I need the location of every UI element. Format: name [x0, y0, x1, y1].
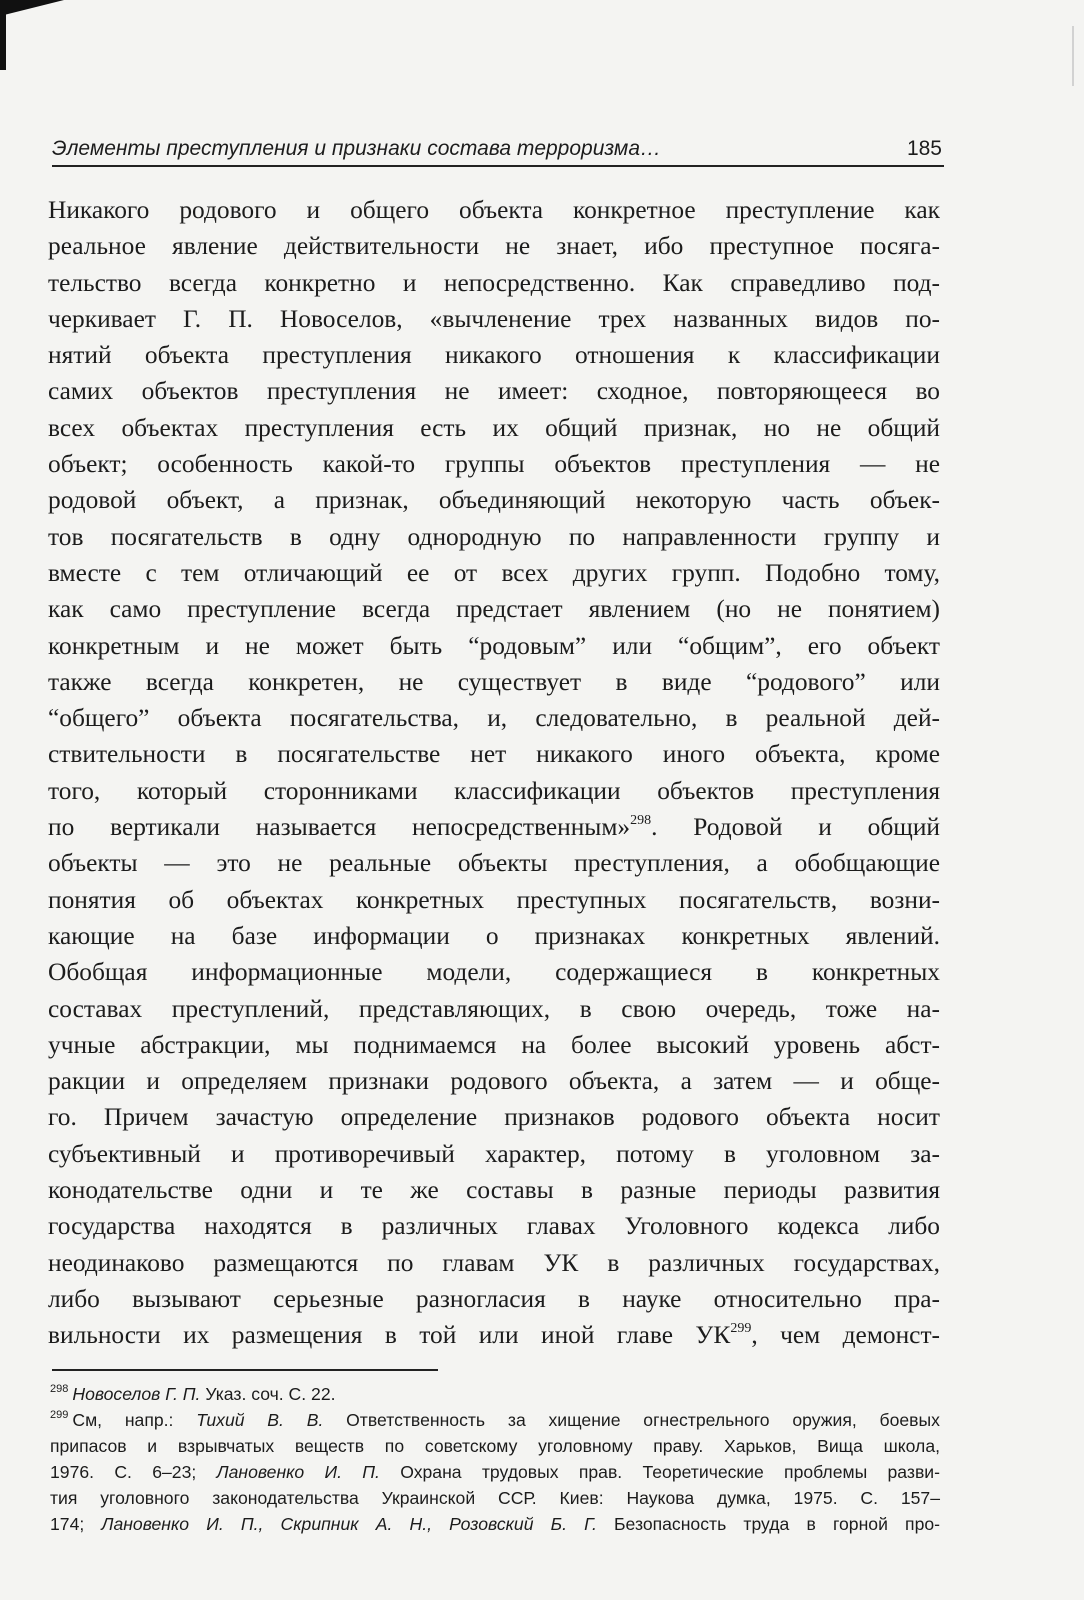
footnote-text: 1976. С. 6–23; — [50, 1462, 217, 1482]
footnote-298 — [50, 1381, 940, 1407]
text-line: объекты — это не реальные объекты преступления, а обобщающие — [48, 849, 940, 878]
footnote-text: См, напр.: — [72, 1410, 197, 1430]
text-line: объект; особенность какой-то группы объектов преступления — не — [48, 450, 940, 479]
footnote-author: Новоселов Г. П. — [72, 1384, 201, 1404]
text-line-with-footnote — [48, 1317, 940, 1353]
text-line: как само преступление всегда предстает явлением (но не понятием) — [48, 595, 940, 624]
text-line: самих объектов преступления не имеет: сходное, повторяющееся во — [48, 377, 940, 406]
footnote-ref-298: 298 — [630, 813, 652, 829]
scan-corner-mark — [0, 0, 64, 16]
footnote-author: Лановенко И. П. — [216, 1462, 380, 1482]
footnote-line — [50, 1459, 940, 1485]
text-segment: . Родовой и общий — [651, 813, 940, 842]
text-line: нятий объекта преступления никакого отношения к классификации — [48, 341, 940, 370]
text-line: го. Причем зачастую определение признаков родового объекта носит — [48, 1103, 940, 1132]
footnote-author: Тихий В. В. — [196, 1410, 324, 1430]
header-rule — [52, 165, 944, 167]
footnote-text: Безопасность труда в горной про- — [596, 1514, 941, 1534]
text-line: Никакого родового и общего объекта конкретное преступление как — [48, 196, 940, 224]
text-line: кающие на базе информации о признаках конкретных явлений. — [48, 921, 940, 950]
text-line: “общего” объекта посягательства, и, следовательно, в реальной дей- — [48, 704, 940, 733]
running-header — [52, 137, 942, 165]
text-line: ствительности в посягательстве нет никакого иного объекта, кроме — [48, 740, 940, 769]
text-segment: вильности их размещения в той или иной главе УК — [48, 1321, 731, 1350]
running-header-title: Элементы преступления и признаки состава терроризма… — [52, 137, 661, 160]
text-segment: , чем демонст- — [751, 1321, 940, 1350]
footnote-number: 299 — [50, 1409, 69, 1421]
text-segment: по вертикали называется непосредственным» — [48, 813, 631, 842]
footnote-text: 174; — [50, 1514, 102, 1534]
footnote-rule — [52, 1369, 438, 1371]
text-line: черкивает Г. П. Новоселов, «вычленение трех названных видов по- — [48, 304, 940, 333]
scan-corner-mark-vertical — [0, 8, 6, 70]
text-line: всех объектах преступления есть их общий признак, но не общий — [48, 413, 940, 442]
text-line: конодательстве одни и те же составы в разные периоды развития — [48, 1176, 940, 1205]
text-line: государства находятся в различных главах Уголовного кодекса либо — [48, 1212, 940, 1241]
text-line: субъективный и противоречивый характер, потому в уголовном за- — [48, 1139, 940, 1168]
text-line: также всегда конкретен, не существует в виде “родового” или — [48, 667, 940, 696]
footnote-text: Ответственность за хищение огнестрельного оружия, боевых — [323, 1410, 940, 1430]
text-line: либо вызывают серьезные разногласия в науке относительно пра- — [48, 1284, 940, 1313]
text-line: ракции и определяем признаки родового объекта, а затем — и обще- — [48, 1067, 940, 1096]
text-line: того, который сторонниками классификации объектов преступления — [48, 776, 940, 805]
page-number: 185 — [906, 137, 942, 160]
footnote-299 — [50, 1407, 940, 1433]
text-line: реальное явление действительности не знает, ибо преступное посяга- — [48, 232, 940, 261]
scan-edge-mark — [1072, 26, 1074, 86]
footnote-line: тия уголовного законодательства Украинской ССР. Киев: Наукова думка, 1975. С. 157– — [50, 1488, 940, 1508]
footnote-text: Указ. соч. С. 22. — [200, 1384, 336, 1404]
text-line: тов посягательств в одну однородную по направленности группу и — [48, 522, 940, 551]
text-line: родовой объект, а признак, объединяющий некоторую часть объек- — [48, 486, 940, 515]
text-line: составах преступлений, представляющих, в свою очередь, тоже на- — [48, 994, 940, 1023]
footnote-line: припасов и взрывчатых веществ по советскому уголовному праву. Харьков, Вища школа, — [50, 1436, 940, 1456]
footnotes — [50, 1381, 940, 1537]
footnote-text: Охрана трудовых прав. Теоретические проблемы разви- — [379, 1462, 940, 1482]
text-line: конкретным и не может быть “родовым” или “общим”, его объект — [48, 631, 940, 660]
text-line: тельство всегда конкретно и непосредственно. Как справедливо под- — [48, 268, 940, 297]
footnote-ref-299: 299 — [730, 1321, 752, 1337]
text-line: учные абстракции, мы поднимаемся на более высокий уровень абст- — [48, 1030, 940, 1059]
text-line: вместе с тем отличающий ее от всех других групп. Подобно тому, — [48, 558, 940, 587]
footnote-number: 298 — [50, 1383, 69, 1395]
main-text — [48, 192, 940, 1354]
footnote-author: Лановенко И. П., Скрипник А. Н., Розовский Б. Г. — [101, 1514, 597, 1534]
footnote-line — [50, 1511, 940, 1537]
text-line: Обобщая информационные модели, содержащиеся в конкретных — [48, 958, 940, 987]
text-line: понятия об объектах конкретных преступных посягательств, возни- — [48, 885, 940, 914]
text-line-with-footnote — [48, 809, 940, 845]
text-line: неодинаково размещаются по главам УК в различных государствах, — [48, 1248, 940, 1277]
